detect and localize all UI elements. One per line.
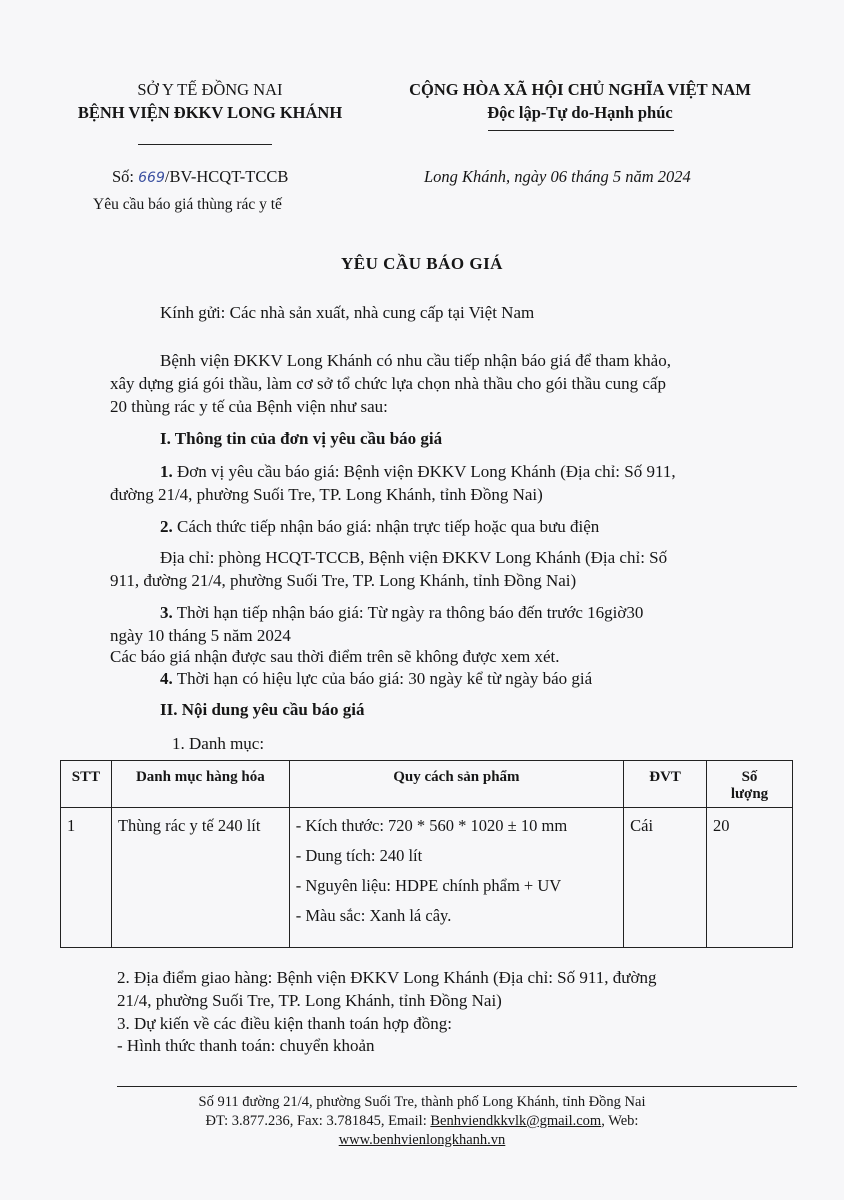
footer-contact: [0, 1112, 844, 1131]
document-number: [112, 167, 288, 187]
doc-number-prefix: Số:: [112, 167, 139, 186]
footer: [0, 1093, 844, 1150]
address-line-2: 911, đường 21/4, phường Suối Tre, TP. Long Khánh, tỉnh Đồng Nai): [110, 571, 577, 590]
payment-conditions: 3. Dự kiến về các điều kiện thanh toán hợp đồng:: [117, 1014, 452, 1033]
header-item-name: Danh mục hàng hóa: [111, 761, 289, 808]
spec-color: - Màu sắc: Xanh lá cây.: [295, 906, 452, 925]
footer-phone-fax: ĐT: 3.877.236, Fax: 3.781845, Email:: [205, 1113, 431, 1129]
item-4-text: Thời hạn có hiệu lực của báo giá: 30 ngày kể từ ngày báo giá: [172, 669, 593, 688]
cell-unit: Cái: [624, 808, 707, 948]
document-subject: Yêu cầu báo giá thùng rác y tế: [93, 196, 282, 213]
footer-website-link[interactable]: www.benhvienlongkhanh.vn: [338, 1132, 506, 1148]
address-line-1: Địa chỉ: phòng HCQT-TCCB, Bệnh viện ĐKKV Long Khánh (Địa chỉ: Số: [160, 548, 668, 567]
item-4-number: 4.: [160, 669, 173, 688]
footer-address: Số 911 đường 21/4, phường Suối Tre, thành phố Long Khánh, tỉnh Đồng Nai: [198, 1094, 646, 1110]
hospital-name: BỆNH VIỆN ĐKKV LONG KHÁNH: [77, 103, 343, 122]
item-3-line-3: Các báo giá nhận được sau thời điểm trên sẽ không được xem xét.: [110, 647, 560, 666]
footer-web-label: , Web:: [601, 1113, 639, 1129]
items-table: [60, 760, 793, 948]
item-3-text: Thời hạn tiếp nhận báo giá: Từ ngày ra thông báo đến trước 16giờ30: [172, 603, 644, 622]
header-unit: ĐVT: [624, 761, 707, 808]
cell-item-name: Thùng rác y tế 240 lít: [111, 808, 289, 948]
list-label: 1. Danh mục:: [172, 734, 265, 753]
spec-dimensions: - Kích thước: 720 * 560 * 1020 ± 10 mm: [295, 816, 568, 835]
spec-material: - Nguyên liệu: HDPE chính phẩm + UV: [295, 876, 562, 895]
spec-capacity: - Dung tích: 240 lít: [295, 846, 423, 865]
item-2-line-1: [160, 515, 599, 538]
item-1-text: Đơn vị yêu cầu báo giá: Bệnh viện ĐKKV Long Khánh (Địa chỉ: Số 911,: [172, 462, 676, 481]
national-motto: Độc lập-Tự do-Hạnh phúc: [487, 103, 673, 122]
department-name: SỞ Y TẾ ĐỒNG NAI: [137, 80, 283, 99]
delivery-line-2: 21/4, phường Suối Tre, TP. Long Khánh, tỉnh Đồng Nai): [117, 991, 502, 1010]
table-row: [61, 808, 793, 948]
header-quantity-line-2: lượng: [730, 786, 769, 802]
intro-line-1: Bệnh viện ĐKKV Long Khánh có nhu cầu tiếp nhận báo giá để tham khảo,: [160, 351, 671, 370]
delivery-line-1: 2. Địa điểm giao hàng: Bệnh viện ĐKKV Long Khánh (Địa chỉ: Số 911, đường: [117, 968, 657, 987]
motto-underline: [488, 130, 674, 131]
cell-stt: 1: [61, 808, 112, 948]
issuer-underline: [138, 144, 272, 145]
item-1-number: 1.: [160, 462, 173, 481]
header-quantity: [707, 761, 793, 808]
issuer-block: [40, 78, 380, 124]
footer-email-link[interactable]: Benhviendkkvlk@gmail.com: [430, 1113, 602, 1129]
header-stt: STT: [61, 761, 112, 808]
item-2-number: 2.: [160, 517, 173, 536]
header-quantity-line-1: Số: [741, 769, 758, 785]
footer-divider: [117, 1086, 797, 1087]
intro-line-2: xây dựng giá gói thầu, làm cơ sở tổ chức lựa chọn nhà thầu cho gói thầu cung cấp: [110, 374, 666, 393]
header-specification: Quy cách sản phẩm: [289, 761, 623, 808]
cell-quantity: 20: [707, 808, 793, 948]
item-1-line-1: [160, 460, 676, 483]
section-1-heading: I. Thông tin của đơn vị yêu cầu báo giá: [160, 429, 443, 448]
item-3-line-2: ngày 10 tháng 5 năm 2024: [110, 626, 291, 645]
national-header: [380, 78, 780, 124]
document-date: Long Khánh, ngày 06 tháng 5 năm 2024: [424, 167, 691, 186]
greeting: Kính gửi: Các nhà sản xuất, nhà cung cấp tại Việt Nam: [160, 303, 535, 322]
table-header-row: [61, 761, 793, 808]
intro-line-3: 20 thùng rác y tế của Bệnh viện như sau:: [110, 397, 388, 416]
doc-number-handwritten: 669: [138, 170, 165, 186]
country-name: CỘNG HÒA XÃ HỘI CHỦ NGHĨA VIỆT NAM: [409, 80, 751, 99]
item-2-text: Cách thức tiếp nhận báo giá: nhận trực tiếp hoặc qua bưu điện: [172, 517, 600, 536]
item-3-number: 3.: [160, 603, 173, 622]
item-1-line-2: đường 21/4, phường Suối Tre, TP. Long Khánh, tỉnh Đồng Nai): [110, 485, 543, 504]
document-title: YÊU CẦU BÁO GIÁ: [341, 254, 503, 273]
item-3-line-1: [160, 601, 643, 624]
payment-method: - Hình thức thanh toán: chuyển khoản: [117, 1036, 375, 1055]
cell-specification: [289, 808, 623, 948]
section-2-heading: II. Nội dung yêu cầu báo giá: [160, 700, 365, 719]
item-4-line-1: [160, 667, 592, 690]
doc-number-suffix: /BV-HCQT-TCCB: [164, 167, 289, 186]
